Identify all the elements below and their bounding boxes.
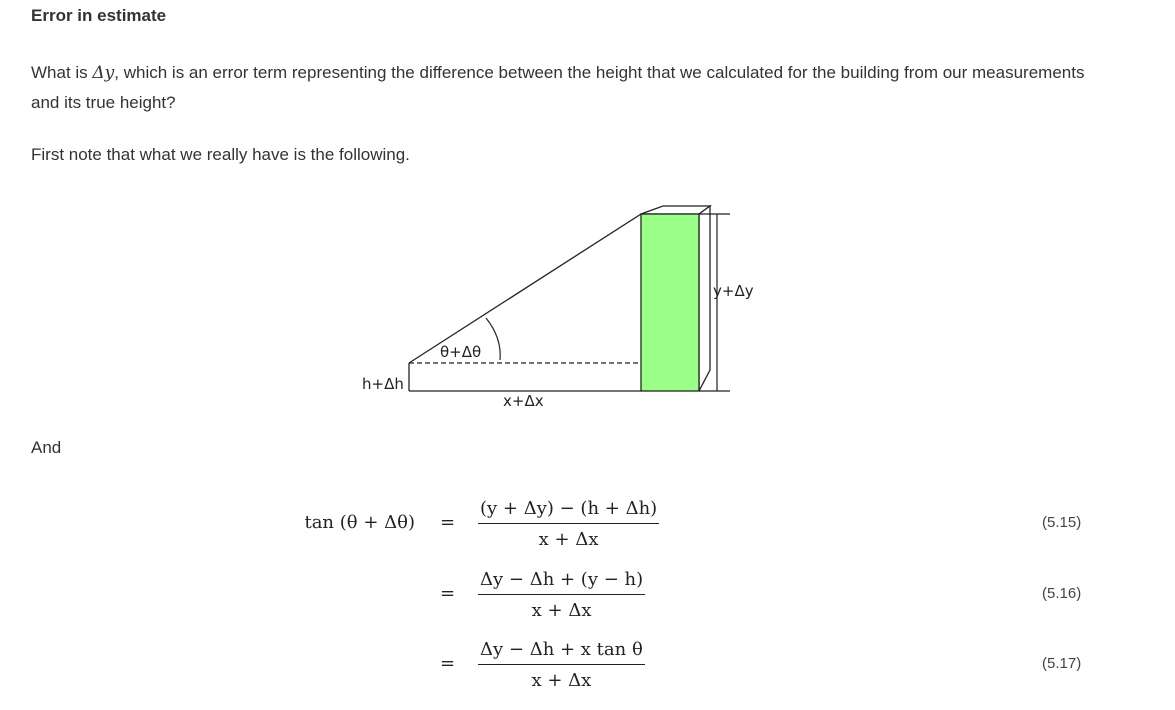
eye-height-label: h+Δh: [362, 375, 404, 393]
paragraph-question: [31, 58, 1111, 117]
angle-label: θ+Δθ: [440, 343, 482, 361]
numerator: (y + Δy) − (h + Δh): [480, 498, 658, 519]
equation-row-5-17: [0, 639, 1175, 699]
paragraph-intro: First note that what we really have is the following.: [31, 145, 410, 164]
section-heading: Error in estimate: [31, 6, 167, 25]
equation-number: (5.15): [1042, 514, 1082, 531]
equals-sign: =: [440, 512, 456, 533]
inline-math-delta-y: Δy: [92, 63, 115, 83]
equation-row-5-16: [0, 569, 1175, 629]
equation-row-5-15: [0, 498, 1175, 558]
paragraph-question-start: What is: [31, 63, 93, 82]
equation-number: (5.17): [1042, 655, 1082, 672]
angle-arc: [486, 318, 500, 360]
building-diagram: [350, 200, 780, 415]
equals-sign: =: [440, 583, 456, 604]
denominator: x + Δx: [478, 523, 659, 550]
equation-number: (5.16): [1042, 585, 1082, 602]
building-front: [641, 214, 699, 391]
equation-lhs: tan (θ + Δθ): [304, 512, 415, 533]
equals-sign: =: [440, 653, 456, 674]
numerator: Δy − Δh + (y − h): [480, 569, 644, 590]
base-label: x+Δx: [503, 392, 544, 410]
paragraph-and: And: [31, 438, 62, 457]
fraction: [478, 639, 645, 691]
fraction: [478, 498, 659, 550]
line-of-sight: [409, 214, 641, 363]
paragraph-question-end: , which is an error term representing the difference between the height that we calculated for the building from our measurements and its true height?: [31, 63, 1085, 112]
denominator: x + Δx: [478, 594, 645, 621]
denominator: x + Δx: [478, 664, 645, 691]
building-height-label: y+Δy: [713, 282, 754, 300]
building-side-face: [699, 206, 710, 391]
fraction: [478, 569, 645, 621]
numerator: Δy − Δh + x tan θ: [480, 639, 643, 660]
